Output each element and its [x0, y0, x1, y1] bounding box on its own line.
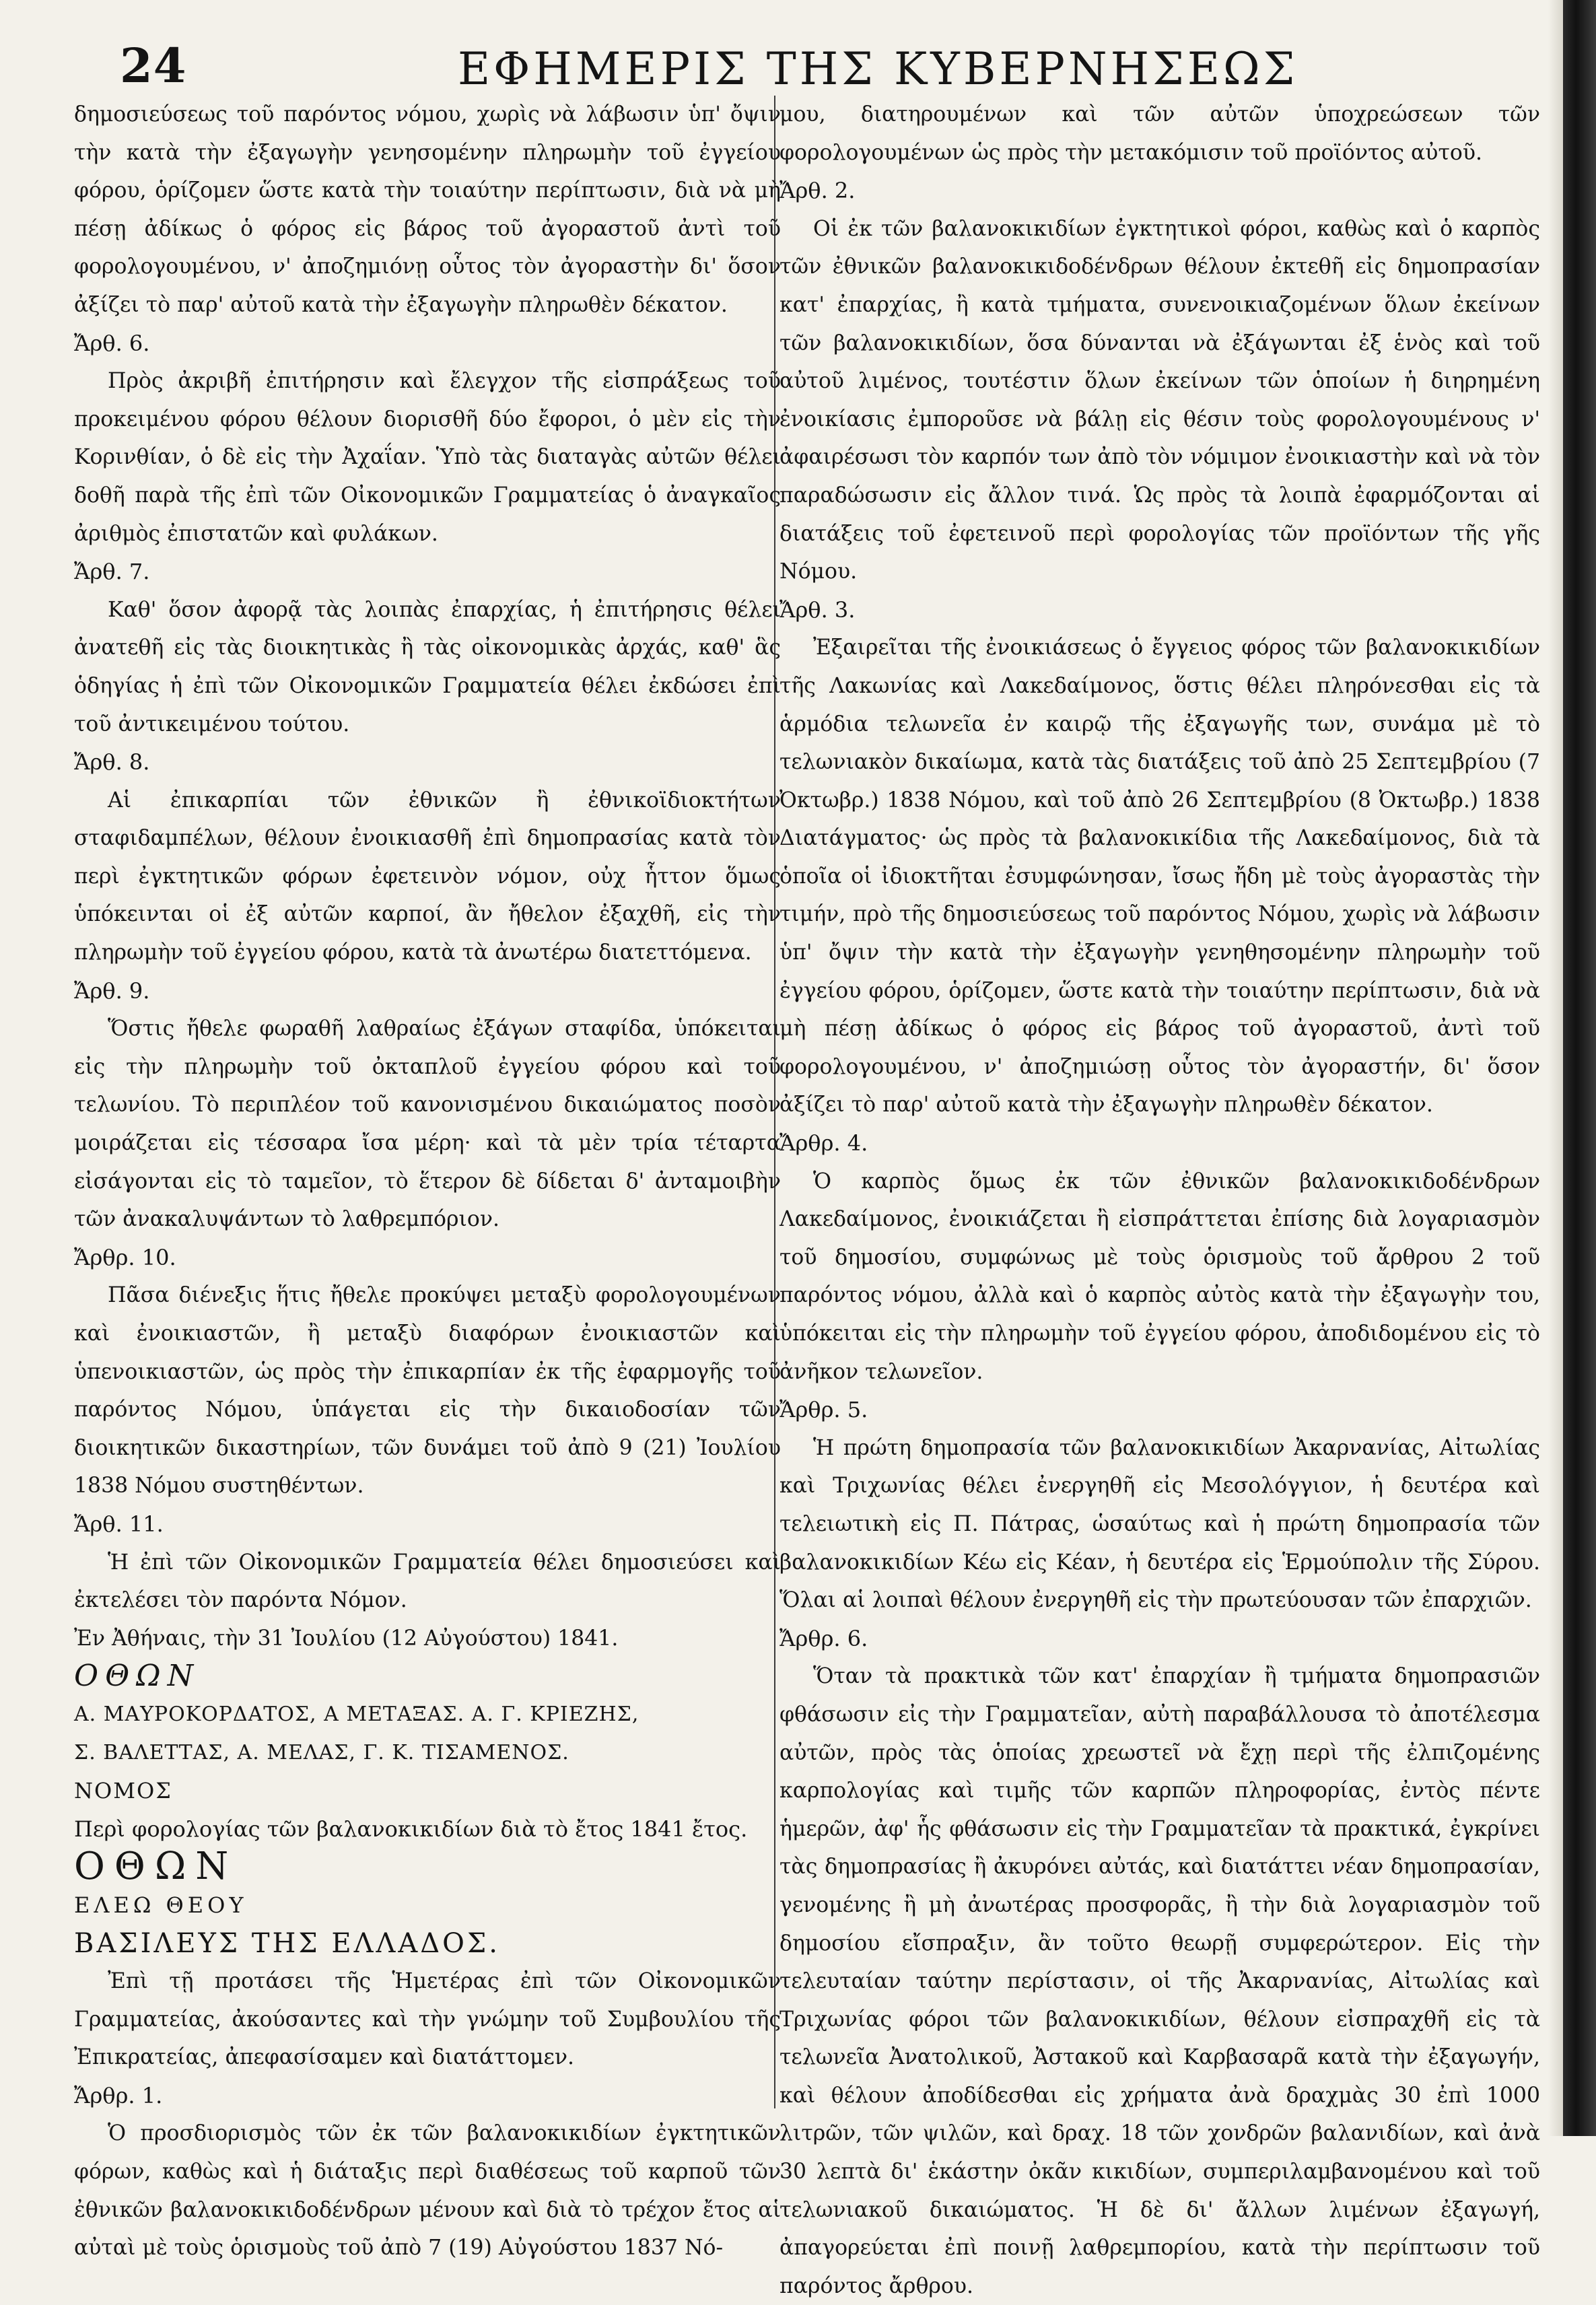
running-title: ΕΦΗΜΕΡΙΣ ΤΗΣ ΚΥΒΕΡΝΗΣΕΩΣ [458, 43, 1298, 95]
law-subject: Περὶ φορολογίας τῶν βαλανοκικιδίων διὰ τὸ ἔτος 1841 ἔτος. [74, 1816, 748, 1842]
article-9-heading: Ἄρθ. 9. [74, 977, 150, 1004]
signatories-line-2: Σ. ΒΑΛΕΤΤΑΣ, Α. ΜΕΛΑΣ, Γ. Κ. ΤΙΣΑΜΕΝΟΣ. [74, 1740, 569, 1764]
article-11-heading: Ἄρθ. 11. [74, 1511, 164, 1537]
article-4-text: Ὁ καρπὸς ὅμως ἐκ τῶν ἐθνικῶν βαλανοκικιδοδένδρων Λακεδαίμονος, ἐνοικιάζεται ἢ εἰσπράττεται ἐπίσης διὰ λογαριασμὸν τοῦ δημοσίου, συμφώνως μὲ τοὺς ὁρισμοὺς τοῦ ἄρθρου 2 τοῦ παρόντος νόμου, ἀλλὰ καὶ ὁ καρπὸς αὐτὸς κατὰ τὴν ἐξαγωγὴν του, ὑπόκειται εἰς τὴν πληρωμὴν τοῦ ἐγγείου φόρου, ἀποδιδομένου εἰς τὸ ἀνῆκον τελωνεῖον. [779, 1169, 1540, 1384]
article-2-text: Οἱ ἐκ τῶν βαλανοκικιδίων ἐγκτητικοὶ φόροι, καθὼς καὶ ὁ καρπὸς τῶν ἐθνικῶν βαλανοκικιδοδένδρων θέλουν ἐκτεθῆ εἰς δημοπρασίαν κατ' ἐπαρχίας, ἢ κατὰ τμήματα, συνενοικιαζομένων ὅλων ἐκείνων τῶν βαλανοκικιδίων, ὅσα δύνανται νὰ ἐξάγωνται ἐξ ἑνὸς καὶ τοῦ αὐτοῦ λιμένος, τουτέστιν ὅλων ἐκείνων τῶν ὁποίων ἡ διηρημένη ἐνοικίασις ἐμποροῦσε νὰ βάλῃ εἰς θέσιν τοὺς φορολογουμένους ν' ἀφαιρέσωσι τὸν καρπόν των ἀπὸ τὸν νόμιμον ἐνοικιαστὴν καὶ νὰ τὸν παραδώσωσιν εἰς ἄλλον τινά. Ὡς πρὸς τὰ λοιπὰ ἐφαρμόζονται αἱ διατάξεις τοῦ ἐφετεινοῦ περὶ φορολογίας τῶν προϊόντων τῆς γῆς Νόμου. [779, 216, 1540, 584]
law-heading: ΝΟΜΟΣ [74, 1778, 172, 1804]
dateline: Ἐν Ἀθήναις, τὴν 31 Ἰουλίου (12 Αὐγούστου) 1841. [74, 1626, 619, 1651]
article-5-text: Ἡ πρώτη δημοπρασία τῶν βαλανοκικιδίων Ἀκαρνανίας, Αἰτωλίας καὶ Τριχωνίας θέλει ἐνεργηθῆ εἰς Μεσολόγγιον, ἡ δευτέρα καὶ τελειωτικὴ εἰς Π. Πάτρας, ὡσαύτως καὶ ἡ πρώτη δημοπρασία τῶν βαλανοκικιδίων Κέω εἰς Κέαν, ἡ δευτέρα εἰς Ἑρμούπολιν τῆς Σύρου. Ὅλαι αἱ λοιπαὶ θέλουν ἐνεργηθῆ εἰς τὴν πρωτεύουσαν τῶν ἐπαρχιῶν. [779, 1435, 1540, 1613]
article-3-text: Ἐξαιρεῖται τῆς ἐνοικιάσεως ὁ ἔγγειος φόρος τῶν βαλανοκικιδίων τῆς Λακωνίας καὶ Λακεδαίμονος, ὅστις θέλει πληρόνεσθαι εἰς τὰ ἁρμόδια τελωνεῖα ἐν καιρῷ τῆς ἐξαγωγῆς των, συνάμα μὲ τὸ τελωνιακὸν δικαίωμα, κατὰ τὰς διατάξεις τοῦ ἀπὸ 25 Σεπτεμβρίου (7 Ὀκτωβρ.) 1838 Νόμου, καὶ τοῦ ἀπὸ 26 Σεπτεμβρίου (8 Ὀκτωβρ.) 1838 Διατάγματος· ὡς πρὸς τὰ βαλανοκικίδια τῆς Λακεδαίμονος, διὰ τὰ ὁποῖα οἱ ἰδιοκτῆται ἐσυμφώνησαν, ἴσως ἤδη μὲ τοὺς ἀγοραστὰς τὴν τιμήν, πρὸ τῆς δημοσιεύσεως τοῦ παρόντος Νόμου, χωρὶς νὰ λάβωσιν ὑπ' ὄψιν τὴν κατὰ τὴν ἐξαγωγὴν γενηθησομένην πληρωμὴν τοῦ ἐγγείου φόρου, ὁρίζομεν, ὥστε κατὰ τὴν τοιαύτην περίπτωσιν, διὰ νὰ μὴ πέσῃ ἀδίκως ὁ φόρος εἰς βάρος τοῦ ἀγοραστοῦ, ἀντὶ τοῦ φορολογουμένου, ν' ἀποζημιώσῃ οὗτος τὸν ἀγοραστήν, δι' ὅσον ἀξίζει τὸ παρ' αὐτοῦ κατὰ τὴν ἐξαγωγὴν πληρωθὲν δέκατον. [779, 635, 1540, 1117]
king-title: ΒΑΣΙΛΕΥΣ ΤΗΣ ΕΛΛΑΔΟΣ. [74, 1927, 500, 1959]
king-name: ΟΘΩΝ [74, 1845, 238, 1889]
article-7-heading: Ἄρθ. 7. [74, 559, 150, 585]
article-6-heading: Ἄρθ. 6. [74, 330, 150, 356]
preamble: Ἐπὶ τῇ προτάσει τῆς Ἡμετέρας ἐπὶ τῶν Οἰκονομικῶν Γραμματείας, ἀκούσαντες καὶ τὴν γνώμην τοῦ Συμβουλίου τῆς Ἐπικρατείας, ἀπεφασίσαμεν καὶ διατάττομεν. [74, 1969, 781, 2070]
paragraph-continuation-right: μου, διατηρουμένων καὶ τῶν αὐτῶν ὑποχρεώσεων τῶν φορολογουμένων ὡς πρὸς τὴν μετακόμισιν τοῦ προϊόντος αὐτοῦ. [779, 102, 1540, 165]
article-4-heading: Ἄρθρ. 4. [779, 1130, 868, 1157]
article-8-text: Αἱ ἐπικαρπίαι τῶν ἐθνικῶν ἢ ἐθνικοϊδιοκτήτων σταφιδαμπέλων, θέλουν ἐνοικιασθῆ ἐπὶ δημοπρασίας κατὰ τὸν περὶ ἐγκτητικῶν φόρων ἐφετεινὸν νόμον, οὐχ ἧττον ὅμως ὑπόκεινται οἱ ἐξ αὐτῶν καρποί, ἂν ἤθελον ἐξαχθῆ, εἰς τὴν πληρωμὴν τοῦ ἐγγείου φόρου, κατὰ τὰ ἀνωτέρω διατεττόμενα. [74, 788, 781, 965]
article-1-heading: Ἄρθρ. 1. [74, 2082, 163, 2108]
article-11-text: Ἡ ἐπὶ τῶν Οἰκονομικῶν Γραμματεία θέλει δημοσιεύσει καὶ ἐκτελέσει τὸν παρόντα Νόμον. [74, 1550, 781, 1613]
article-6b-text: Ὅταν τὰ πρακτικὰ τῶν κατ' ἐπαρχίαν ἢ τμήματα δημοπρασιῶν φθάσωσιν εἰς τὴν Γραμματεῖαν, αὐτὴ παραβάλλουσα τὸ ἀποτέλεσμα αὐτῶν, πρὸς τὰς ὁποίας χρεωστεῖ νὰ ἔχῃ περὶ τῆς ἐλπιζομένης καρπολογίας καὶ τιμῆς τῶν καρπῶν πληροφορίας, ἐντὸς πέντε ἡμερῶν, ἀφ' ἧς φθάσωσιν εἰς τὴν Γραμματεῖαν τὰ πρακτικά, ἐγκρίνει τὰς δημοπρασίας ἢ ἀκυρόνει αὐτάς, καὶ διατάττει νέαν δημοπρασίαν, γενομένης ἢ μὴ ἀνωτέρας προσφορᾶς, ἢ τὴν διὰ λογαριασμὸν τοῦ δημοσίου εἴσπραξιν, ἂν τοῦτο θεωρῇ συμφερώτερον. Εἰς τὴν τελευταίαν ταύτην περίστασιν, οἱ τῆς Ἀκαρνανίας, Αἰτωλίας καὶ Τριχωνίας φόροι τῶν βαλανοκικιδίων, θέλουν εἰσπραχθῆ εἰς τὰ τελωνεῖα Ἀνατολικοῦ, Ἀστακοῦ καὶ Καρβασαρᾶ κατὰ τὴν ἐξαγωγήν, καὶ θέλουν ἀποδίδεσθαι εἰς χρήματα ἀνὰ δραχμὰς 30 ἐπὶ 1000 λιτρῶν, τῶν ψιλῶν, καὶ δραχ. 18 τῶν χονδρῶν βαλανιδίων, καὶ ἀνὰ 30 λεπτὰ δι' ἑκάστην ὀκᾶν κικιδίων, συμπεριλαμβανομένου καὶ τοῦ τελωνιακοῦ δικαιώματος. Ἡ δὲ δι' ἄλλων λιμένων ἐξαγωγή, ἀπαγορεύεται ἐπὶ ποινῇ λαθρεμπορίου, κατὰ τὴν περίπτωσιν τοῦ παρόντος ἄρθρου. [779, 1664, 1540, 2298]
article-5-heading: Ἄρθρ. 5. [779, 1397, 868, 1423]
article-10-text: Πᾶσα διένεξις ἥτις ἤθελε προκύψει μεταξὺ φορολογουμένων καὶ ἐνοικιαστῶν, ἢ μεταξὺ διαφόρων ἐνοικιαστῶν καὶ ὑπενοικιαστῶν, ὡς πρὸς τὴν ἐπικαρπίαν ἐκ τῆς ἐφαρμογῆς τοῦ παρόντος Νόμου, ὑπάγεται εἰς τὴν δικαιοδοσίαν τῶν διοικητικῶν δικαστηρίων, τῶν δυνάμει τοῦ ἀπὸ 9 (21) Ἰουλίου 1838 Νόμου συστηθέντων. [74, 1283, 781, 1499]
left-column [74, 96, 781, 2267]
page-number: 24 [120, 38, 187, 94]
article-1-text: Ὁ προσδιορισμὸς τῶν ἐκ τῶν βαλανοκικιδίων ἐγκτητικῶν φόρων, καθὼς καὶ ἡ διάταξις περὶ διαθέσεως τοῦ καρποῦ τῶν ἐθνικῶν βαλανοκικιδοδένδρων μένουν καὶ διὰ τὸ τρέχον ἔτος αἱ αὐταὶ μὲ τοὺς ὁρισμοὺς τοῦ ἀπὸ 7 (19) Αὐγούστου 1837 Νό- [74, 2121, 781, 2261]
article-3-heading: Ἄρθ. 3. [779, 596, 856, 623]
by-grace-of-god: ΕΛΕΩ ΘΕΟΥ [74, 1892, 248, 1918]
article-7-text: Καθ' ὅσον ἀφορᾷ τὰς λοιπὰς ἐπαρχίας, ἡ ἐπιτήρησις θέλει ἀνατεθῆ εἰς τὰς διοικητικὰς ἢ τὰς οἰκονομικὰς ἀρχάς, καθ' ἃς ὁδηγίας ἡ ἐπὶ τῶν Οἰκονομικῶν Γραμματεία θέλει ἐκδώσει ἐπὶ τοῦ ἀντικειμένου τούτου. [74, 597, 781, 736]
paragraph-continuation: δημοσιεύσεως τοῦ παρόντος νόμου, χωρὶς νὰ λάβωσιν ὑπ' ὄψιν τὴν κατὰ τὴν ἐξαγωγὴν γενησομένην πληρωμὴν τοῦ ἐγγείου φόρου, ὁρίζομεν ὥστε κατὰ τὴν τοιαύτην περίπτωσιν, διὰ νὰ μὴ πέσῃ ἀδίκως ὁ φόρος εἰς βάρος τοῦ ἀγοραστοῦ ἀντὶ τοῦ φορολογουμένου, ν' ἀποζημιόνῃ οὗτος τὸν ἀγοραστὴν δι' ὅσον ἀξίζει τὸ παρ' αὐτοῦ κατὰ τὴν ἐξαγωγὴν πληρωθὲν δέκατον. [74, 102, 781, 317]
article-2-heading: Ἄρθ. 2. [779, 178, 856, 204]
article-6-text: Πρὸς ἀκριβῆ ἐπιτήρησιν καὶ ἔλεγχον τῆς εἰσπράξεως τοῦ προκειμένου φόρου θέλουν διορισθῆ δύο ἔφοροι, ὁ μὲν εἰς τὴν Κορινθίαν, ὁ δὲ εἰς τὴν Ἀχαΐαν. Ὑπὸ τὰς διαταγὰς αὐτῶν θέλει δοθῆ παρὰ τῆς ἐπὶ τῶν Οἰκονομικῶν Γραμματείας ὁ ἀναγκαῖος ἀριθμὸς ἐπιστατῶν καὶ φυλάκων. [74, 369, 781, 546]
signatories-line-1: Α. ΜΑΥΡΟΚΟΡΔΑΤΟΣ, Α ΜΕΤΑΞΑΣ. Α. Γ. ΚΡΙΕΖΗΣ, [74, 1702, 639, 1726]
right-column [779, 96, 1540, 2305]
binding-edge [1563, 0, 1596, 2136]
article-8-heading: Ἄρθ. 8. [74, 749, 150, 776]
article-6b-heading: Ἄρθρ. 6. [779, 1625, 868, 1651]
king-signature: ΟΘΩΝ [74, 1659, 201, 1694]
page-header [81, 26, 1535, 93]
article-10-heading: Ἄρθρ. 10. [74, 1244, 176, 1270]
article-9-text: Ὅστις ἤθελε φωραθῆ λαθραίως ἐξάγων σταφίδα, ὑπόκειται εἰς τὴν πληρωμὴν τοῦ ὀκταπλοῦ ἐγγείου φόρου καὶ τοῦ τελωνίου. Τὸ περιπλέον τοῦ κανονισμένου δικαιώματος ποσὸν μοιράζεται εἰς τέσσαρα ἴσα μέρη· καὶ τὰ μὲν τρία τέταρτα εἰσάγονται εἰς τὸ ταμεῖον, τὸ ἕτερον δὲ δίδεται δ' ἀνταμοιβὴν τῶν ἀνακαλυψάντων τὸ λαθρεμπόριον. [74, 1017, 781, 1232]
page-gutter [1548, 0, 1563, 2136]
